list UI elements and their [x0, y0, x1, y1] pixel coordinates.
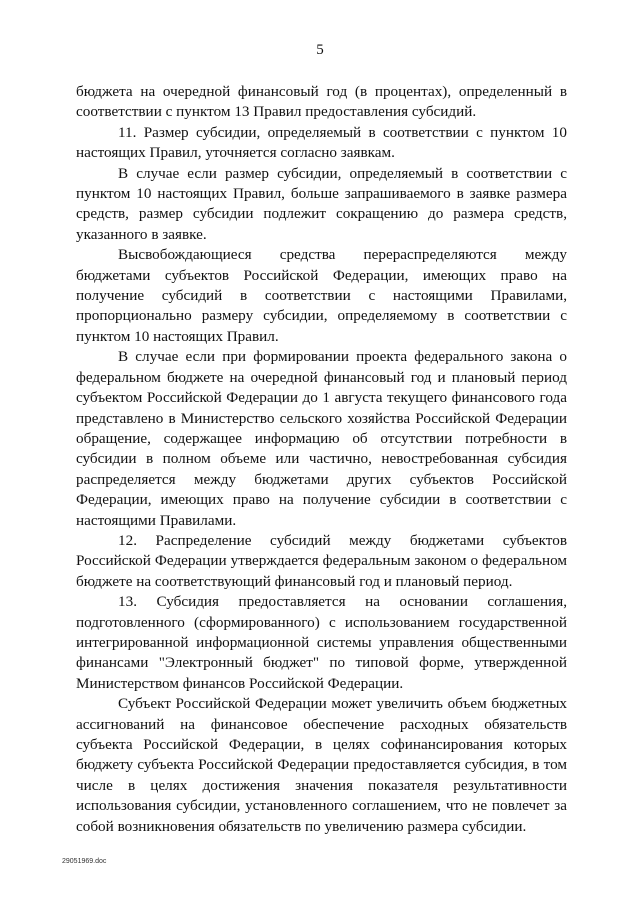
paragraph-subsidy-reduction: В случае если размер субсидии, определяемый в соответствии с пунктом 10 настоящих Правил, больше запрашиваемого в заявке размера средств, размер субсидии подлежит сокращению до размера средств, указанного в заявке. [76, 164, 567, 243]
document-body [76, 82, 567, 837]
footer-filename: 29051969.doc [62, 858, 107, 865]
page-number: 5 [316, 42, 324, 58]
paragraph-continuation: бюджета на очередной финансовый год (в процентах), определенный в соответствии с пунктом 13 Правил предоставления субсидий. [76, 83, 567, 121]
paragraph-clause-11: 11. Размер субсидии, определяемый в соответствии с пунктом 10 настоящих Правил, уточняется согласно заявкам. [76, 123, 567, 162]
paragraph-redistribution: Высвобождающиеся средства перераспределяются между бюджетами субъектов Российской Федерации, имеющих право на получение субсидий в соответствии с настоящими Правилами, пропорционально размеру субсидии, определяемому в соответствии с пунктом 10 настоящих Правил. [76, 246, 567, 345]
paragraph-clause-12: 12. Распределение субсидий между бюджетами субъектов Российской Федерации утверждается федеральным законом о федеральном бюджете на соответствующий финансовый год и плановый период. [76, 531, 567, 590]
paragraph-clause-13: 13. Субсидия предоставляется на основании соглашения, подготовленного (сформированного) с использованием государственной интегрированной информационной системы управления общественными финансами "Электронный бюджет" по типовой форме, утвержденной Министерством финансов Российской Федерации. [76, 593, 567, 692]
paragraph-unclaimed-subsidy: В случае если при формировании проекта федерального закона о федеральном бюджете на очередной финансовый год и плановый период субъектом Российской Федерации до 1 августа текущего финансового года представлено в Министерство сельского хозяйства Российской Федерации обращение, содержащее информацию об отсутствии потребности в субсидии в полном объеме или частично, невостребованная субсидия распределяется между бюджетами других субъектов Российской Федерации, имеющих право на получение субсидии в соответствии с настоящими Правилами. [76, 348, 567, 529]
paragraph-cofinancing: Субъект Российской Федерации может увеличить объем бюджетных ассигнований на финансовое обеспечение расходных обязательств субъекта Российской Федерации, в целях софинансирования которых бюджету субъекта Российской Федерации предоставляется субсидия, в том числе в целях достижения значения показателя результативности использования субсидии, установленного соглашением, что не повлечет за собой возникновения обязательств по увеличению размера субсидии. [76, 695, 567, 835]
